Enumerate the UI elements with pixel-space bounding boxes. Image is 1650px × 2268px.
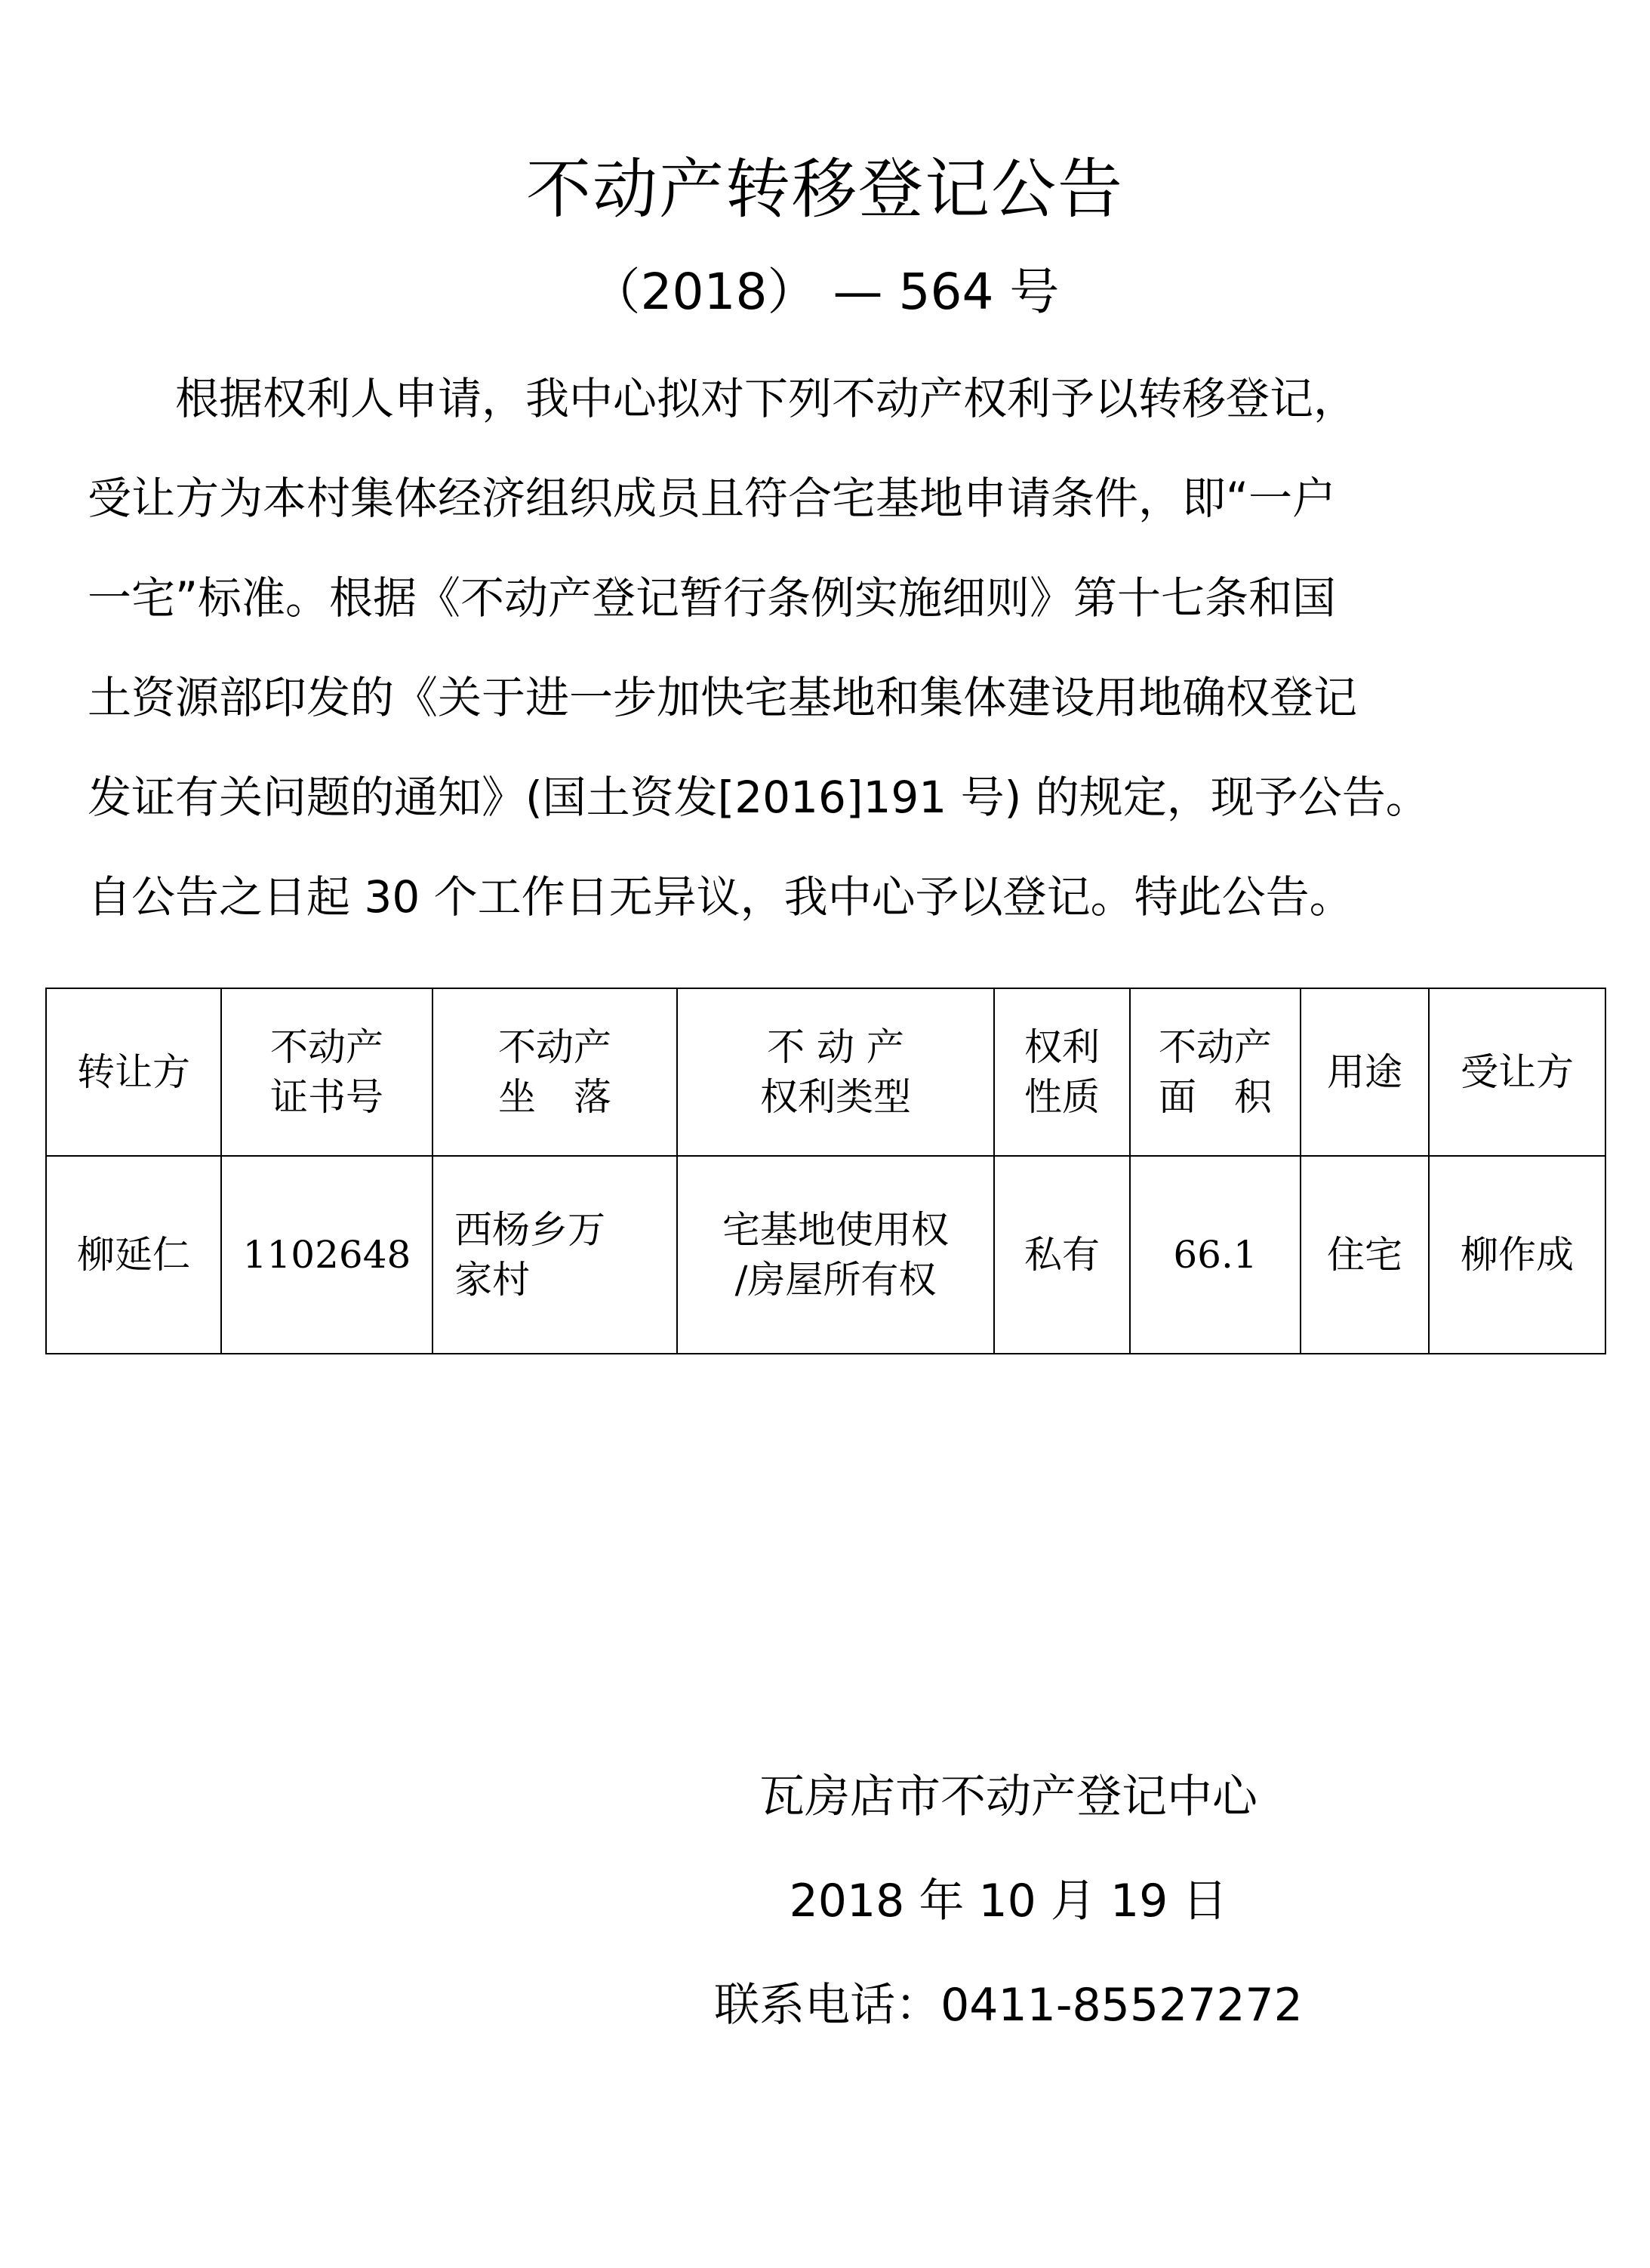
body-line-4: 土资源部印发的《关于进一步加快宅基地和集体建设用地确权登记 [88, 672, 1358, 723]
cell-transferee [1429, 1156, 1605, 1354]
header-right-type [677, 988, 994, 1156]
header-transferee [1429, 988, 1605, 1156]
cell-area-value: 66.1 [1173, 1233, 1258, 1277]
issuer-name: 瓦房店市不动产登记中心 [759, 1770, 1258, 1823]
body-line-2: 受让方为本村集体经济组织成员且符合宅基地申请条件，即“一户 [88, 473, 1337, 524]
header-certificate-line-1: 不动产 [270, 1025, 383, 1069]
cell-certificate-no-value: 1102648 [242, 1233, 411, 1277]
cell-usage [1301, 1156, 1429, 1354]
body-line-5: 发证有关问题的通知》(国土资发[2016]191 号) 的规定，现予公告。 [88, 772, 1430, 823]
cell-right-nature-value: 私有 [1024, 1233, 1100, 1277]
header-area-line-1: 不动产 [1159, 1025, 1272, 1069]
body-line-1: 根据权利人申请，我中心拟对下列不动产权利予以转移登记， [88, 373, 1358, 424]
header-area-line-2: 面 积 [1159, 1075, 1272, 1119]
registration-table [45, 988, 1606, 1354]
cell-location-line-1: 西杨乡万 [454, 1208, 605, 1252]
header-right-nature-line-2: 性质 [1024, 1075, 1100, 1119]
header-transferor [46, 988, 221, 1156]
body-line-6: 自公告之日起 30 个工作日无异议，我中心予以登记。特此公告。 [88, 871, 1353, 923]
header-right-type-line-1: 不 动 产 [767, 1025, 904, 1069]
issue-date: 2018 年 10 月 19 日 [789, 1875, 1228, 1927]
header-area [1130, 988, 1301, 1156]
header-right-nature-line-1: 权利 [1024, 1025, 1100, 1069]
cell-transferor [46, 1156, 221, 1354]
header-location-line-2: 坐 落 [498, 1075, 611, 1119]
header-location [433, 988, 677, 1156]
cell-location [433, 1156, 677, 1354]
header-location-line-1: 不动产 [498, 1025, 611, 1069]
header-usage [1301, 988, 1429, 1156]
cell-right-type-line-1: 宅基地使用权 [722, 1208, 949, 1252]
body-line-3: 一宅”标准。根据《不动产登记暂行条例实施细则》第十七条和国 [88, 572, 1337, 624]
document-number: （2018） — 564 号 [590, 263, 1060, 321]
cell-right-nature [994, 1156, 1130, 1354]
header-certificate-line-2: 证书号 [270, 1075, 383, 1119]
cell-usage-value: 住宅 [1327, 1233, 1402, 1277]
header-certificate-no [221, 988, 433, 1156]
header-right-nature [994, 988, 1130, 1156]
document-title: 不动产转移登记公告 [526, 152, 1124, 227]
cell-right-type-line-2: /房屋所有权 [734, 1258, 937, 1302]
header-transferor-label: 转让方 [77, 1050, 190, 1094]
cell-area [1130, 1156, 1301, 1354]
table-row [46, 1156, 1605, 1354]
cell-transferee-value: 柳作成 [1461, 1233, 1574, 1277]
contact-phone: 联系电话：0411-85527272 [714, 1979, 1303, 2032]
header-right-type-line-2: 权利类型 [760, 1075, 911, 1119]
header-usage-label: 用途 [1327, 1050, 1402, 1094]
cell-right-type [677, 1156, 994, 1354]
cell-transferor-value: 柳延仁 [77, 1233, 190, 1277]
cell-location-line-2: 家村 [454, 1258, 530, 1302]
table-header-row [46, 988, 1605, 1156]
header-transferee-label: 受让方 [1461, 1050, 1574, 1094]
cell-certificate-no [221, 1156, 433, 1354]
